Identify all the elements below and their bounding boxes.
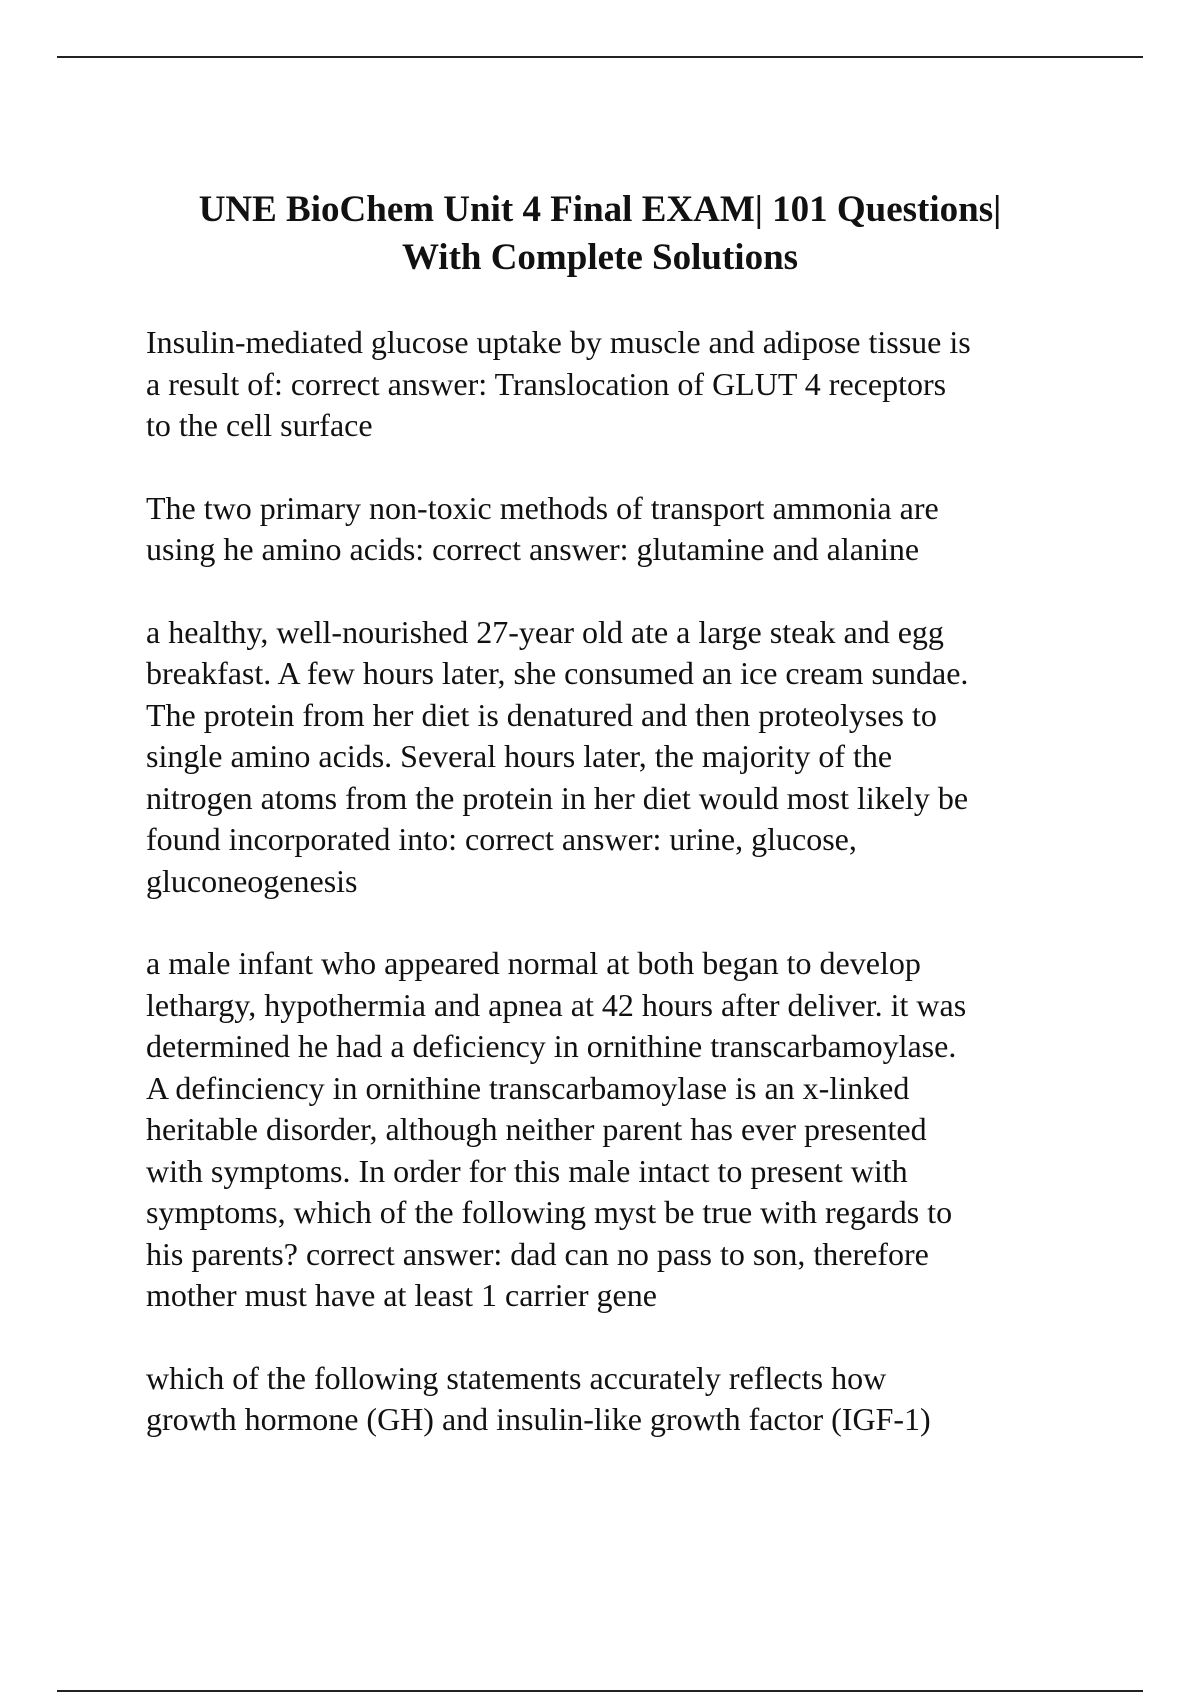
question-entry [146, 612, 1106, 903]
text-line: with symptoms. In order for this male intact to present with [146, 1152, 908, 1189]
text-line: a male infant who appeared normal at both began to develop [146, 945, 921, 981]
text-line: using he amino acids: correct answer: glutamine and alanine [146, 531, 920, 567]
text-line: breakfast. A few hours later, she consumed an ice cream sundae. [146, 655, 969, 691]
text-line: to the cell surface [146, 407, 373, 443]
question-entry [146, 322, 1106, 447]
document-title [120, 186, 1080, 282]
text-line: symptoms, which of the following myst be true with regards to [146, 1194, 953, 1230]
text-line: The protein from her diet is denatured and then proteolyses to [146, 696, 937, 733]
text-line: The two primary non-toxic methods of transport ammonia are [146, 489, 939, 526]
question-entry [146, 488, 1106, 571]
text-line: Insulin-mediated glucose uptake by muscle and adipose tissue is [146, 324, 971, 360]
text-line: single amino acids. Several hours later, the majority of the [146, 738, 893, 774]
text-line: heritable disorder, although neither parent has ever presented [146, 1111, 927, 1147]
text-line: which of the following statements accurately reflects how [146, 1359, 887, 1396]
title-line: With Complete Solutions [401, 237, 799, 278]
text-line: determined he had a deficiency in ornithine transcarbamoylase. [146, 1028, 957, 1064]
top-rule [57, 56, 1143, 58]
text-line: gluconeogenesis [146, 862, 358, 899]
text-line: growth hormone (GH) and insulin-like growth factor (IGF-1) [146, 1401, 931, 1437]
bottom-rule [57, 1690, 1143, 1692]
question-entry [146, 943, 1106, 1317]
title-line: UNE BioChem Unit 4 Final EXAM| 101 Questions| [198, 189, 1002, 230]
question-entry [146, 1358, 1106, 1441]
text-line: found incorporated into: correct answer: urine, glucose, [146, 821, 857, 857]
document-body [146, 322, 1106, 1482]
text-line: his parents? correct answer: dad can no pass to son, therefore [146, 1235, 929, 1272]
text-line: a result of: correct answer: Translocation of GLUT 4 receptors [146, 365, 947, 402]
text-line: nitrogen atoms from the protein in her diet would most likely be [146, 779, 969, 816]
text-line: a healthy, well-nourished 27-year old ate a large steak and egg [146, 613, 944, 650]
text-line: lethargy, hypothermia and apnea at 42 hours after deliver. it was [146, 986, 967, 1023]
text-line: A definciency in ornithine transcarbamoylase is an x-linked [146, 1069, 910, 1106]
text-line: mother must have at least 1 carrier gene [146, 1277, 657, 1313]
